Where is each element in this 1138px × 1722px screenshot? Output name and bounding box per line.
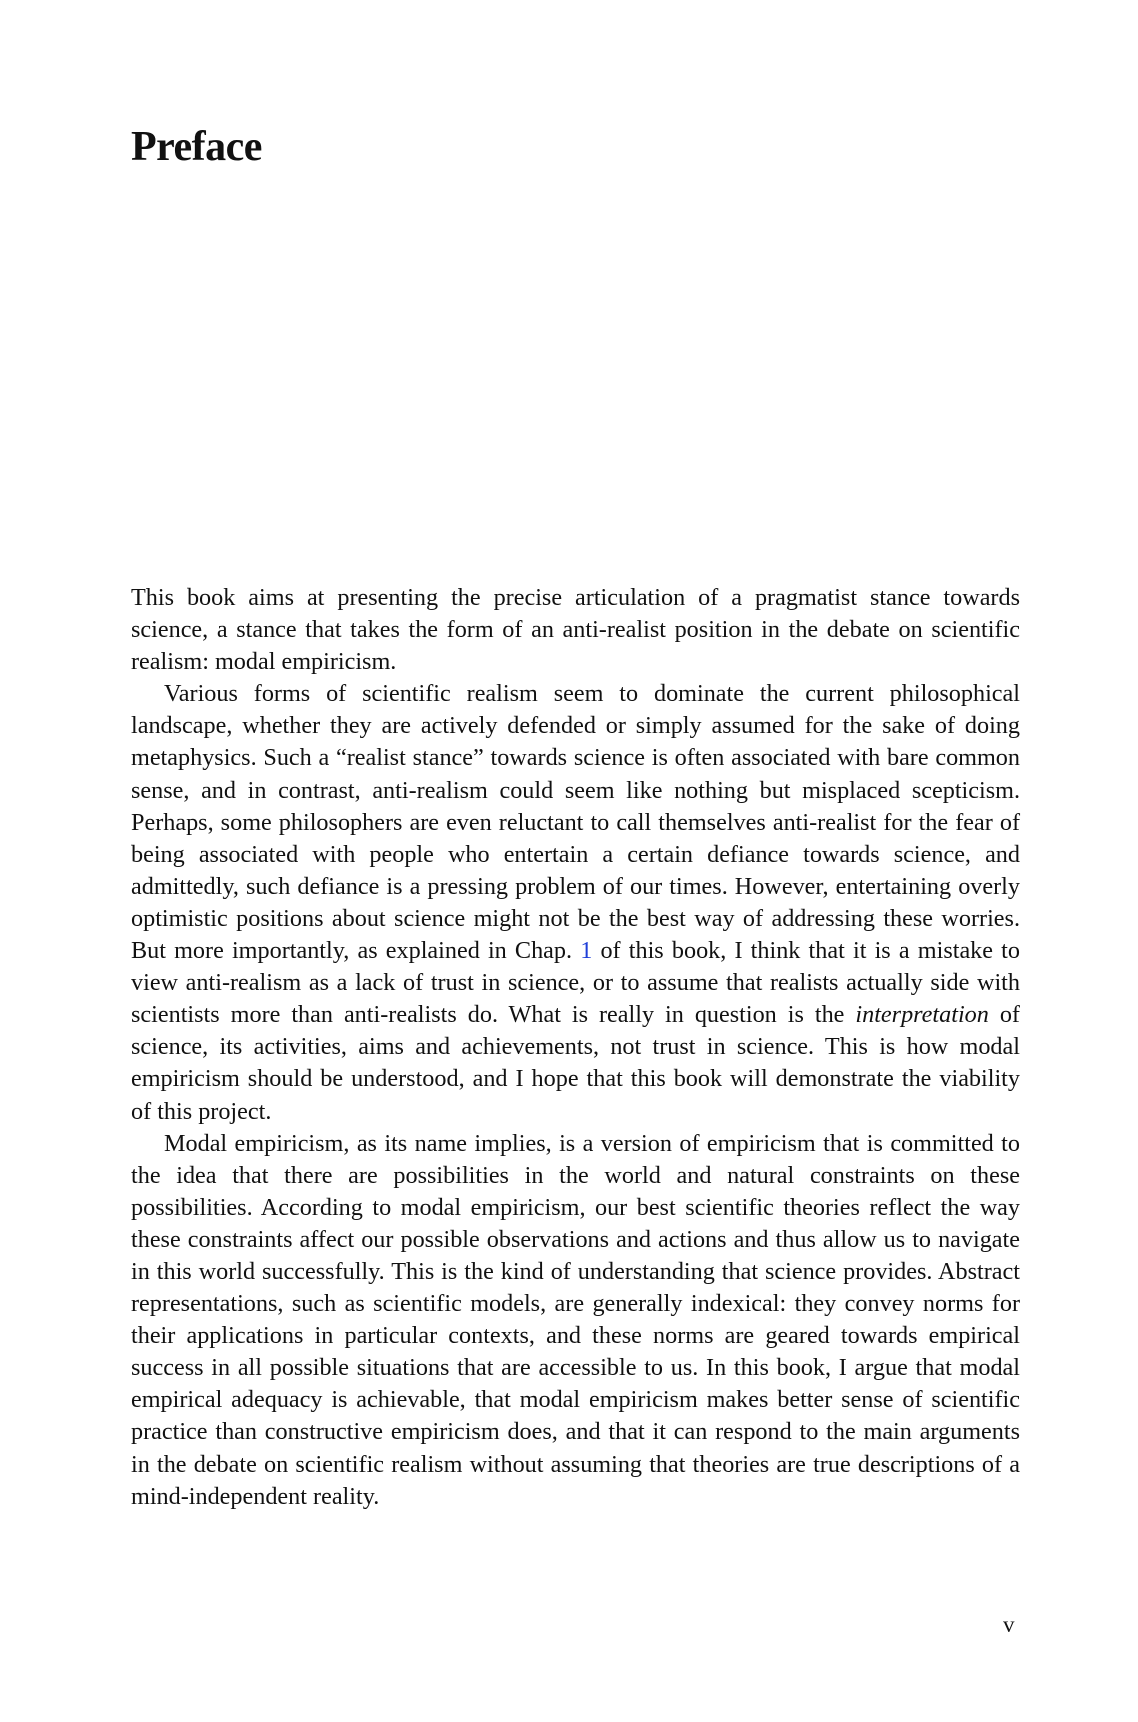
paragraph-2-text-c: of science, its activities, aims and achievements, not trust in science. This is how modal empiricism should be understood, and I hope that this book will demonstrate the viability of this project. [131,1001,1020,1125]
paragraph-1: This book aims at presenting the precise articulation of a pragmatist stance towards science, a stance that takes the form of an anti-realist position in the debate on scientific realism: modal empiricism. [131,584,1020,676]
preface-body [131,582,1020,1513]
paragraph-2-text-b: of this book, I think that it is a mistake to view anti-realism as a lack of trust in science, or to assume that realists actually side with scientists more than anti-realists do. What is really in question is the [131,937,1020,1029]
paragraph-2 [131,678,1020,1127]
page-title: Preface [131,124,262,170]
chapter-1-link[interactable]: 1 [580,937,593,965]
page-number: v [1003,1612,1015,1637]
paragraph-3: Modal empiricism, as its name implies, is a version of empiricism that is committed to the idea that there are possibilities in the world and natural constraints on these possibilities. According to modal empiricism, our best scientific theories reflect the way these constraints affect our possible observations and actions and thus allow us to navigate in this world successfully. This is the kind of understanding that science provides. Abstract representations, such as scientific models, are generally indexical: they convey norms for their applications in particular contexts, and these norms are geared towards empirical success in all possible situations that are accessible to us. In this book, I argue that modal empirical adequacy is achievable, that modal empiricism makes better sense of scientific practice than constructive empiricism does, and that it can respond to the main arguments in the debate on scientific realism without assuming that theories are true descriptions of a mind-independent reality. [131,1129,1020,1510]
paragraph-2-text-a: Various forms of scientific realism seem to dominate the current philosophical landscape, whether they are actively defended or simply assumed for the sake of doing metaphysics. Such a “realist stance” towards science is often associated with bare common sense, and in contrast, anti-realism could seem like nothing but misplaced scepticism. Perhaps, some philosophers are even reluctant to call themselves anti-realist for the fear of being associated with people who entertain a certain defiance towards science, and admittedly, such defiance is a pressing problem of our times. However, entertaining overly optimistic positions about science might not be the best way of addressing these worries. But more importantly, as explained in Chap. [131,680,1020,965]
italic-interpretation: interpretation [855,1001,989,1029]
